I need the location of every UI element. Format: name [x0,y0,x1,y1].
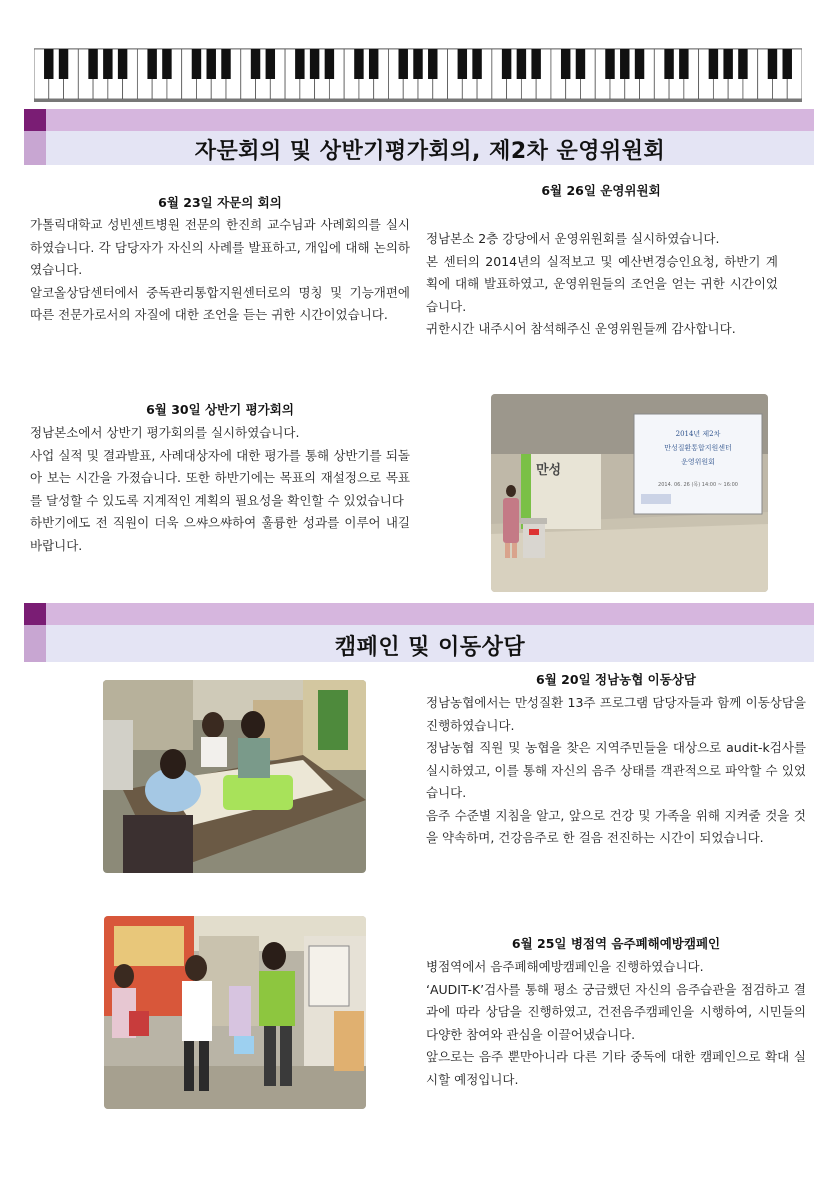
paragraph: 정남본소에서 상반기 평가회의를 실시하였습니다. [30,425,300,440]
screen-date: 2014. 06. 26 (목) 14:00 ~ 16:00 [658,482,738,488]
piano-black-key [59,49,68,79]
piano-black-key [354,49,363,79]
piano-black-key [266,49,275,79]
paragraph: 귀한시간 내주시어 참석해주신 운영위원들께 감사합니다. [426,321,736,336]
piano-black-key [88,49,97,79]
piano-black-key [162,49,171,79]
piano-black-key [251,49,260,79]
campaign-0625-heading: 6월 25일 병점역 음주폐해예방캠페인 [511,936,721,951]
piano-keys-graphic [34,49,802,99]
meeting-0626-heading: 6월 26일 운영위원회 [541,183,661,198]
paragraph: 병점역에서 음주폐해예방캠페인을 진행하였습니다. [426,959,704,974]
piano-black-key [605,49,614,79]
meeting-0630-body [30,422,410,557]
piano-black-key [576,49,585,79]
piano-black-key [325,49,334,79]
paragraph: 음주 수준별 지침을 알고, 앞으로 건강 및 가족을 위해 지켜줄 것을 것을 약속하며, 건강음주로 한 걸음 전진하는 시간이 되었습니다. [426,807,806,845]
piano-black-key [635,49,644,79]
paragraph: ‘AUDIT-K’검사를 통해 평소 궁금했던 자신의 음주습관을 점검하고 결과에 따라 상담을 진행하였고, 건전음주캠페인을 시행하여, 시민들의 다양한 참여와 관심을 이끌어냈습니다. [426,981,806,1042]
piano-black-key [399,49,408,79]
piano-black-key [783,49,792,79]
piano-black-key [472,49,481,79]
station-campaign-photo [104,916,366,1109]
paragraph: 정남농협에서는 만성질환 13주 프로그램 담당자들과 함께 이동상담을 진행하였습니다. [426,695,806,733]
paragraph: 본 센터의 2014년의 실적보고 및 예산변경승인요청, 하반기 계획에 대해 발표하였고, 운영위원들의 조언을 얻는 귀한 시간이었습니다. [426,253,778,314]
piano-black-key [44,49,53,79]
paragraph: 정남농협 직원 및 농협을 찾은 지역주민들을 대상으로 audit-k검사를 실시하였고, 이를 통해 자신의 음주 상태를 객관적으로 파악할 수 있었습니다. [426,740,806,800]
campaign-0625-body [426,956,806,1091]
piano-black-key [723,49,732,79]
screen-line-2: 만성질환통합지원센터 [664,444,732,452]
campaign-0620-body [426,692,806,850]
section-title: 자문회의 및 상반기평가회의, 제2차 운영위원회 [194,139,666,164]
paragraph: 앞으로는 음주 뿐만아니라 다른 기타 중독에 대한 캠페인으로 확대 실시할 예정입니다. [426,1049,806,1087]
paragraph: 정남본소 2층 강당에서 운영위원회를 실시하였습니다. [426,231,720,246]
piano-keyboard-banner [34,48,802,102]
screen-line-3: 운영위원회 [681,458,715,466]
counseling-booth-photo [103,680,366,873]
piano-black-key [679,49,688,79]
piano-black-key [192,49,201,79]
piano-black-key [531,49,540,79]
piano-black-key [561,49,570,79]
paragraph: 가톨릭대학교 성빈센트병원 전문의 한진희 교수님과 사례회의를 실시하였습니다. 각 담당자가 자신의 사례를 발표하고, 개입에 대해 논의하였습니다. [30,217,410,277]
piano-black-key [413,49,422,79]
piano-black-key [664,49,673,79]
piano-black-key [295,49,304,79]
meeting-0630-heading: 6월 30일 상반기 평가회의 [146,402,294,417]
piano-black-key [207,49,216,79]
piano-black-key [517,49,526,79]
paragraph: 알코올상담센터에서 중독관리통합지원센터로의 명칭 및 기능개편에 따른 전문가로서의 자질에 대한 조언을 듣는 귀한 시간이었습니다. [30,284,410,322]
piano-black-key [738,49,747,79]
piano-black-key [147,49,156,79]
meeting-0623-body [30,214,410,327]
meeting-presentation-photo [491,394,768,592]
piano-black-key [502,49,511,79]
piano-black-key [709,49,718,79]
piano-black-key [118,49,127,79]
paragraph: 하반기에도 전 직원이 더욱 으쌰으쌰하여 훌륭한 성과를 이루어 내길 바랍니다. [30,515,410,553]
piano-black-key [458,49,467,79]
paragraph: 사업 실적 및 결과발표, 사례대상자에 대한 평가를 통해 상반기를 되돌아 보는 시간을 가졌습니다. 또한 하반기에는 목표의 재설정으로 목표를 달성할 수 있도록 지계적인 계획의 필요성을 확인할 수 있었습니다 [30,447,410,508]
meeting-0623-heading: 6월 23일 자문의 회의 [158,195,282,210]
piano-black-key [221,49,230,79]
banner-text: 만성 [536,463,562,478]
campaign-0620-heading: 6월 20일 정남농협 이동상담 [536,672,696,687]
piano-black-key [620,49,629,79]
piano-black-key [369,49,378,79]
piano-black-key [310,49,319,79]
piano-black-key [768,49,777,79]
section-header-campaign [24,603,814,662]
screen-line-1: 2014년 제2차 [675,430,721,438]
section-header-meetings [24,109,814,165]
section-title: 캠페인 및 이동상담 [334,635,526,660]
piano-black-key [103,49,112,79]
meeting-0626-body [426,228,778,341]
piano-black-key [428,49,437,79]
